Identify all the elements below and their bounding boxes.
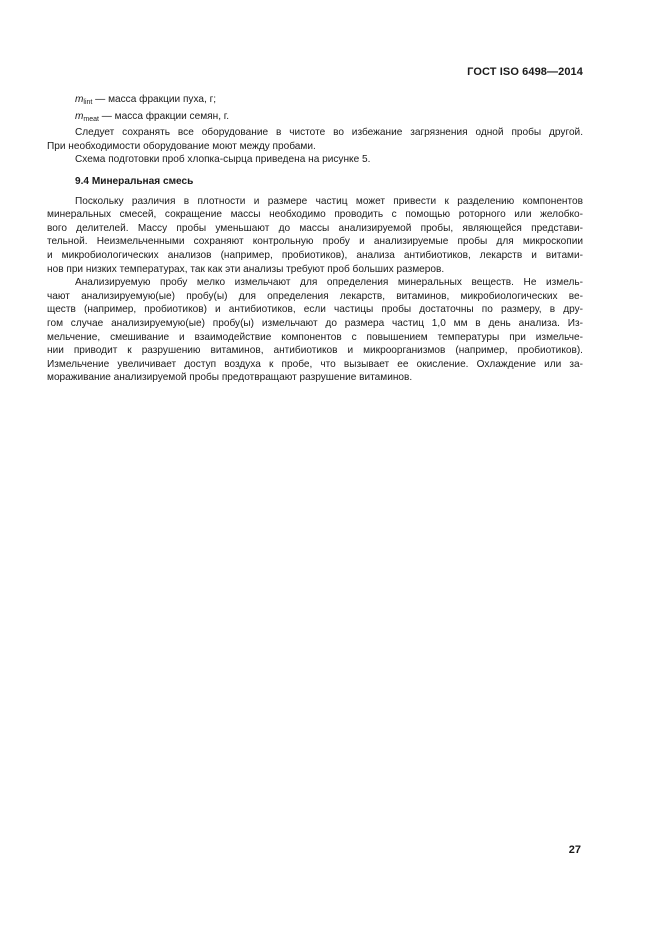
paragraph-line: ществ (например, пробиотиков) и антибиотиков, если частицы пробы достаточны по размеру, в дру- xyxy=(47,304,583,316)
paragraph-line: Следует сохранять все оборудование в чистоте во избежание загрязнения одной пробы другой. xyxy=(75,127,583,139)
definition-meat xyxy=(47,110,583,127)
paragraph-line: минеральных смесей, сокращение массы необходимо проводить с помощью роторного или желобко- xyxy=(47,209,583,221)
paragraph-line: Измельчение увеличивает доступ воздуха к пробе, что вызывает ее окисление. Охлаждение или за- xyxy=(47,358,583,370)
section-heading: 9.4 Минеральная смесь xyxy=(75,175,194,187)
paragraph-line: мораживание анализируемой пробы предотвращают разрушение витаминов. xyxy=(47,372,413,384)
definition-text: — масса фракции пуха, г; xyxy=(92,94,217,105)
paragraph-line: нов при низких температурах, так как эти анализы требуют проб больших размеров. xyxy=(47,263,445,275)
paragraph-line: гом случае анализируемую(ые) пробу(ы) измельчают до размера частиц 1,0 мм в день анализа. Из- xyxy=(47,317,583,329)
paragraph-line: При необходимости оборудование моют между пробами. xyxy=(47,140,316,152)
page-number: 27 xyxy=(568,844,581,856)
paragraph-line: вого делителей. Массу пробы уменьшают до массы анализируемой пробы, являющейся представи- xyxy=(47,222,583,234)
mass-subscript: lint xyxy=(83,99,93,106)
paragraph-line: Анализируемую пробу мелко измельчают для определения минеральных веществ. Не измель- xyxy=(75,277,583,289)
paragraph-line: Схема подготовки проб хлопка-сырца приведена на рисунке 5. xyxy=(75,154,371,166)
paragraph-line: мельчение, смешивание и взаимодействие компонентов с повышением температуры при измельче- xyxy=(47,331,583,343)
paragraph-line: Поскольку различия в плотности и размере частиц может привести к разделению компонентов xyxy=(75,195,583,207)
paragraph-line: чают анализируемую(ые) пробу(ы) для определения лекарств, витаминов, микробиологических ве- xyxy=(47,290,583,302)
mass-symbol: m xyxy=(75,110,84,122)
document-id: ГОСТ ISO 6498—2014 xyxy=(467,66,583,78)
mass-subscript: meat xyxy=(83,115,99,123)
page-content xyxy=(47,93,583,385)
definition-text: — масса фракции семян, г. xyxy=(98,110,230,122)
mass-symbol: m xyxy=(75,94,84,105)
definition-lint xyxy=(47,93,583,110)
paragraph-line: нии приводит к разрушению витаминов, антибиотиков и микроорганизмов (например, пробиотиков). xyxy=(47,345,583,357)
paragraph-line: и микробиологических анализов (например, пробиотиков), анализа антибиотиков, лекарств и витами- xyxy=(47,249,583,261)
paragraph-line: тельной. Неизмельченными сохраняют контрольную пробу и анализируемые пробы для микроскопии xyxy=(47,236,583,248)
